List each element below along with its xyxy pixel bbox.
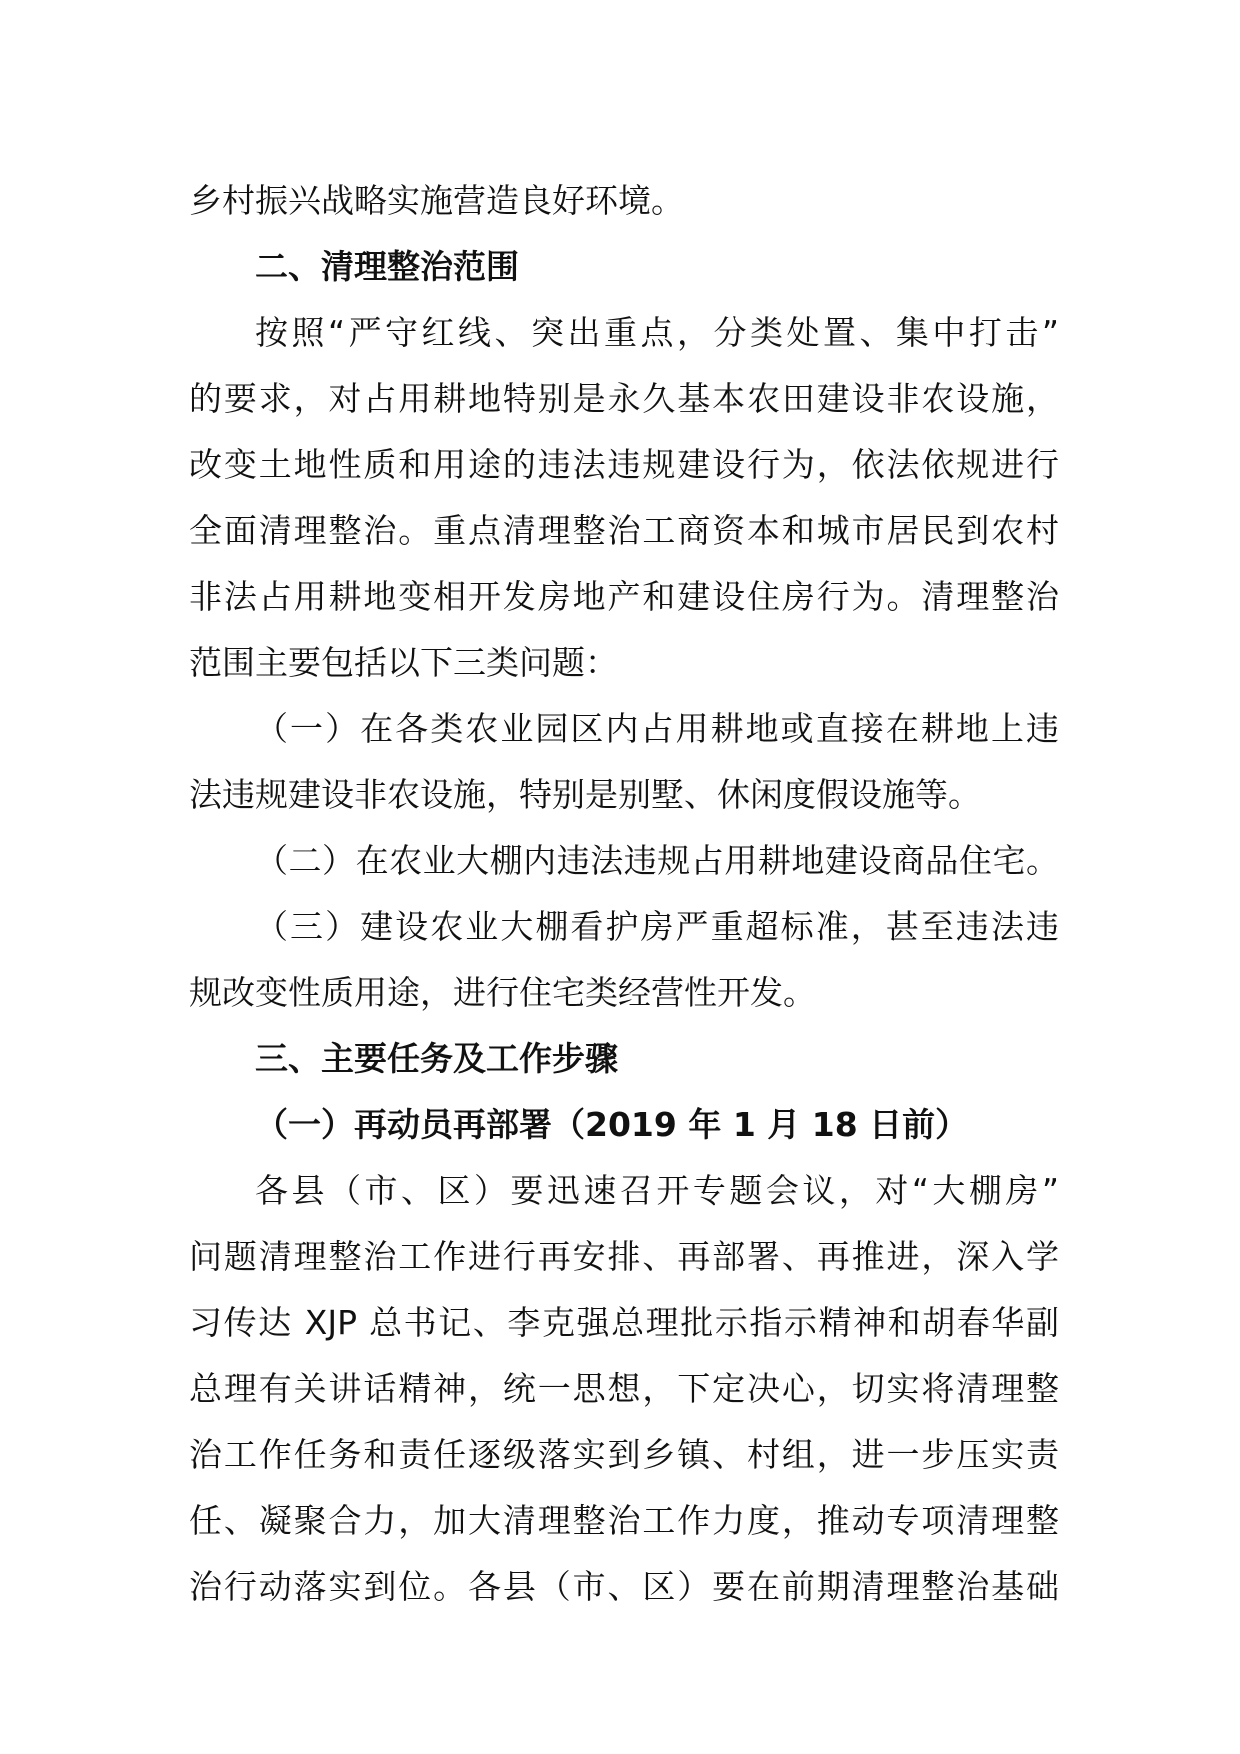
section-heading: 二、清理整治范围 bbox=[255, 247, 519, 286]
paragraph-line: 改变土地性质和用途的违法违规建设行为，依法依规进行 bbox=[189, 445, 1059, 484]
paragraph-line: 各县（市、区）要迅速召开专题会议，对“大棚房” bbox=[255, 1171, 1059, 1210]
body-text bbox=[189, 168, 1059, 1620]
paragraph-line: 范围主要包括以下三类问题： bbox=[189, 643, 618, 682]
section-heading: 三、主要任务及工作步骤 bbox=[255, 1039, 618, 1078]
paragraph-line: 非法占用耕地变相开发房地产和建设住房行为。清理整治 bbox=[189, 577, 1059, 616]
paragraph-line: 习传达 XJP 总书记、李克强总理批示指示精神和胡春华副 bbox=[189, 1303, 1059, 1342]
list-item-line: 法违规建设非农设施，特别是别墅、休闲度假设施等。 bbox=[189, 775, 981, 814]
paragraph-line: 按照“严守红线、突出重点，分类处置、集中打击” bbox=[255, 313, 1059, 352]
paragraph-line: 的要求，对占用耕地特别是永久基本农田建设非农设施， bbox=[189, 379, 1059, 418]
paragraph-line: 治工作任务和责任逐级落实到乡镇、村组，进一步压实责 bbox=[189, 1435, 1059, 1474]
paragraph-line: 问题清理整治工作进行再安排、再部署、再推进，深入学 bbox=[189, 1237, 1059, 1276]
paragraph-line: 乡村振兴战略实施营造良好环境。 bbox=[189, 181, 684, 220]
paragraph-line: 全面清理整治。重点清理整治工商资本和城市居民到农村 bbox=[189, 511, 1059, 550]
paragraph-line: 总理有关讲话精神，统一思想，下定决心，切实将清理整 bbox=[189, 1369, 1059, 1408]
list-item-line: （一）在各类农业园区内占用耕地或直接在耕地上违 bbox=[255, 709, 1059, 748]
list-item-line: （三）建设农业大棚看护房严重超标准，甚至违法违 bbox=[255, 907, 1059, 946]
paragraph-line: 任、凝聚合力，加大清理整治工作力度，推动专项清理整 bbox=[189, 1501, 1059, 1540]
list-item-line: 规改变性质用途，进行住宅类经营性开发。 bbox=[189, 973, 816, 1012]
paragraph-line: 治行动落实到位。各县（市、区）要在前期清理整治基础 bbox=[189, 1567, 1059, 1606]
list-item-line: （二）在农业大棚内违法违规占用耕地建设商品住宅。 bbox=[255, 841, 1059, 880]
subsection-heading: （一）再动员再部署（2019 年 1 月 18 日前） bbox=[255, 1105, 969, 1144]
